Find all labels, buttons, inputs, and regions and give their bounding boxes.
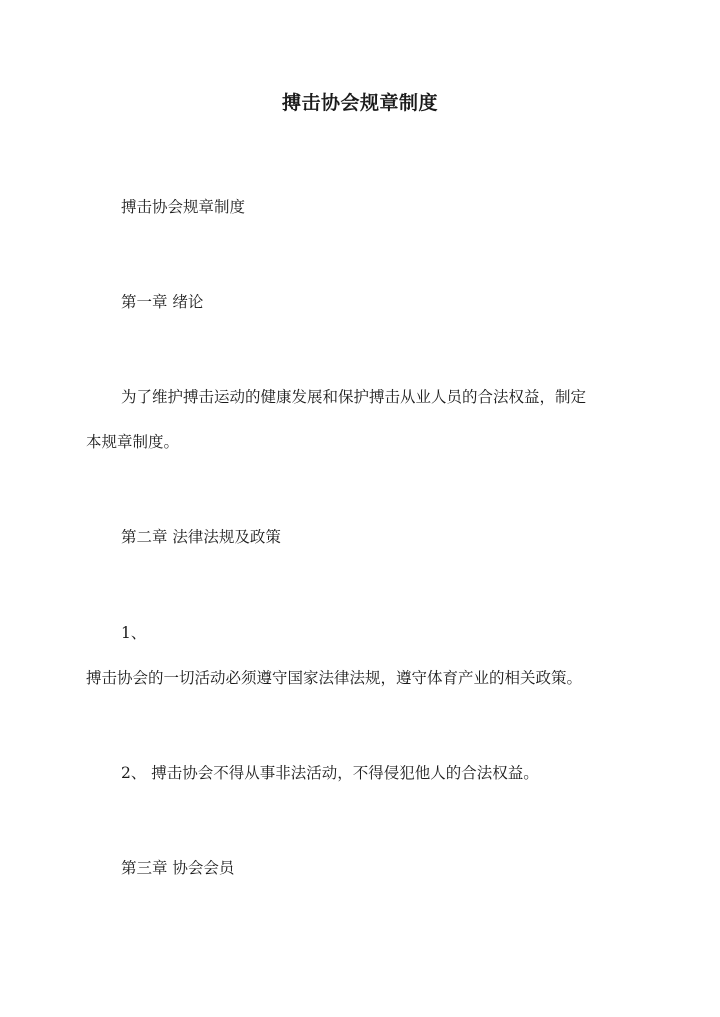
document-title: 搏击协会规章制度 <box>281 92 438 114</box>
chapter-heading-2: 第二章 法律法规及政策 <box>121 528 281 546</box>
list-item: 2、 搏击协会不得从事非法活动，不得侵犯他人的合法权益。 <box>121 764 539 782</box>
chapter-heading-3: 第三章 协会会员 <box>121 859 235 877</box>
list-item-number: 1、 <box>121 624 147 642</box>
paragraph-heading: 搏击协会规章制度 <box>121 198 246 216</box>
list-item-text: 搏击协会的一切活动必须遵守国家法律法规，遵守体育产业的相关政策。 <box>86 669 583 687</box>
chapter-heading-1: 第一章 绪论 <box>121 293 204 311</box>
paragraph-line: 为了维护搏击运动的健康发展和保护搏击从业人员的合法权益，制定 <box>121 388 587 406</box>
paragraph-line: 本规章制度。 <box>86 433 180 451</box>
